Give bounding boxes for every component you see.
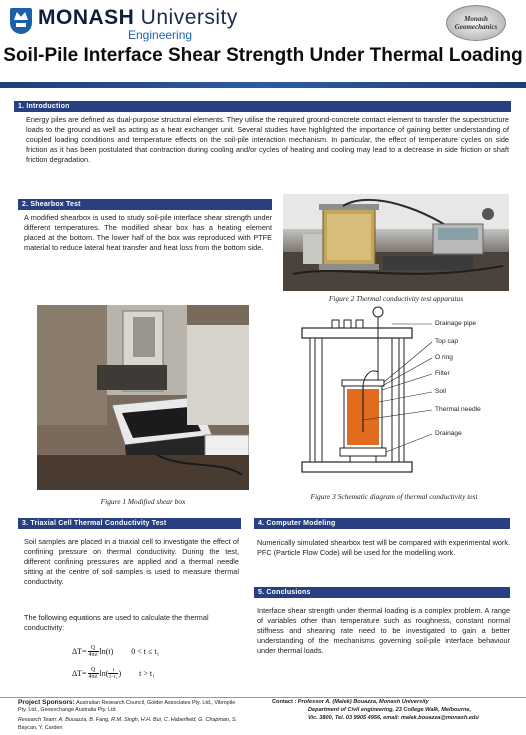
- eq2-condition: t > t₁: [139, 668, 155, 678]
- logo-university-text: University: [134, 6, 238, 29]
- contact-label: Contact :: [272, 699, 297, 705]
- monash-logo: [10, 6, 240, 40]
- logo-monash-text: MONASH: [38, 6, 135, 29]
- label-o-ring: O ring: [435, 354, 453, 361]
- team-label: Research Team:: [18, 717, 58, 723]
- figure2-caption: Figure 2 Thermal conductivity test apparatus: [328, 294, 464, 303]
- apparatus-photo-illustration: [283, 194, 509, 291]
- label-drainage: Drainage: [435, 430, 462, 437]
- logo-wordmark: [38, 6, 238, 30]
- eq2-inner-numerator: t: [112, 666, 115, 673]
- logo-engineering-text: Engineering: [128, 28, 193, 42]
- section-heading-shearbox: 2. Shearbox Test: [18, 199, 272, 210]
- sponsors-line2: Pty. Ltd., Geoexchange Australia Pty. Ltd.: [18, 707, 117, 713]
- sponsors-text1: Australian Research Council, Golder Associates Pty. Ltd., Vibropile: [74, 700, 236, 706]
- schematic-diagram: [292, 302, 512, 488]
- eq2-numerator: Q: [90, 666, 96, 673]
- header-divider-bar: [0, 82, 526, 88]
- eq2-fraction: [88, 667, 99, 680]
- triaxial-equation-intro: The following equations are used to calculate the thermal conductivity:: [24, 613, 209, 632]
- conclusions-body: Interface shear strength under thermal loading is a complex problem. A range of variables other than temperature such as roughness, constant normal stiffness and shearing rate need to be investigated to gain a better understanding of the mechanisms governing soil-pile interface behaviour under thermal loads.: [257, 606, 510, 655]
- sponsors-label: Project Sponsors:: [18, 699, 75, 706]
- introduction-body: Energy piles are defined as dual-purpose structural elements. They utilise the required ground-concrete contact element to transfer the superstructure loads to the ground as well as acting as a heat exchanger unit. Several studies have highlighted the importance of gaining better understanding of coupled loading conditions and temperature effects on the soil-pile interaction mechanism. In particular, the effect of temperature cycles on side friction as it has been postulated that contraction during cooling and/or cycles of heating and cooling may lead to a decrease in side friction or shaft friction degradation.: [26, 115, 509, 164]
- section-heading-conclusions: 5. Conclusions: [254, 587, 510, 598]
- footer-divider: [0, 697, 526, 698]
- eq2-inner-denominator: t−t₁: [109, 673, 118, 680]
- section-heading-triaxial: 3. Triaxial Cell Thermal Conductivity Test: [18, 518, 241, 529]
- badge-line1: Monash: [464, 15, 488, 23]
- label-thermal-needle: Thermal needle: [435, 406, 481, 413]
- modified-shear-box-photo: [37, 305, 249, 490]
- equation-1: [72, 643, 159, 659]
- research-team-line2: Baycan, Y. Carden: [18, 725, 63, 731]
- geomechanics-badge: [446, 5, 506, 41]
- badge-line2: Geomechanics: [454, 23, 498, 31]
- sponsors-line1: [18, 699, 235, 707]
- thermal-conductivity-apparatus-photo: [283, 194, 509, 291]
- eq1-numerator: Q: [90, 644, 96, 651]
- research-team-line1: [18, 717, 237, 724]
- eq1-denominator: 4πλ: [88, 651, 98, 658]
- label-top-cap: Top cap: [435, 338, 459, 345]
- shear-box-photo-illustration: [37, 305, 249, 490]
- section-heading-modelling: 4. Computer Modeling: [254, 518, 510, 529]
- equation-2: [72, 664, 155, 682]
- poster-title: Soil-Pile Interface Shear Strength Under Thermal Loading: [3, 45, 523, 66]
- label-soil: Soil: [435, 388, 446, 395]
- monash-shield-icon: [10, 8, 32, 34]
- eq1-lhs: ΔT=: [72, 646, 87, 656]
- contact-line1: [272, 699, 429, 707]
- shearbox-body: A modified shearbox is used to study soil-pile interface shear strength under different temperatures. The modified shear box has a heating element placed at the bottom. The lower half of the box was reproduced with PTFE material to reduce lateral heat transfer and heat loss from the bottom side.: [24, 213, 272, 252]
- figure3-caption: Figure 3 Schematic diagram of thermal conductivity test: [310, 492, 478, 501]
- eq1-fraction: [88, 645, 99, 658]
- label-filter: Filter: [435, 370, 450, 377]
- eq1-condition: 0 < t ≤ t₁: [131, 646, 160, 656]
- section-heading-introduction: 1. Introduction: [14, 101, 511, 112]
- eq2-inner-fraction: [108, 667, 118, 680]
- label-drainage-pipe: Drainage pipe: [435, 320, 477, 327]
- triaxial-body: Soil samples are placed in a triaxial cell to investigate the effect of confining pressure on thermal conductivity. During the test, different confining pressures are applied and a thermal needle sitting at the centre of soil samples is used to measure thermal conductivity.: [24, 537, 239, 586]
- thermal-conductivity-schematic: [292, 302, 512, 488]
- contact-name: Professor A. (Malek) Bouazza, Monash University: [296, 699, 429, 705]
- eq2-lhs: ΔT=: [72, 668, 87, 678]
- contact-line3: Vic. 3800, Tel. 03 9905 4956, email: malek.bouazza@monash.edu: [308, 715, 479, 721]
- team-text1: A. Bouazza, B. Fang, R.M. Singh, H.H. Bui, C. Haberfield, G. Chapman, S.: [57, 717, 237, 723]
- eq2-rhs-pre: ln(: [99, 668, 109, 678]
- eq1-rhs: ln(t): [99, 646, 114, 656]
- figure1-caption: Figure 1 Modified shear box: [100, 497, 186, 506]
- eq2-rhs-post: ): [118, 668, 122, 678]
- eq2-denominator: 4πλ: [88, 673, 98, 680]
- contact-line2: Department of Civil engineering, 23 College Walk, Melbourne,: [308, 707, 472, 713]
- modelling-body: Numerically simulated shearbox test will be compared with experimental work. PFC (Particle Flow Code) will be used for the modelling work.: [257, 538, 510, 557]
